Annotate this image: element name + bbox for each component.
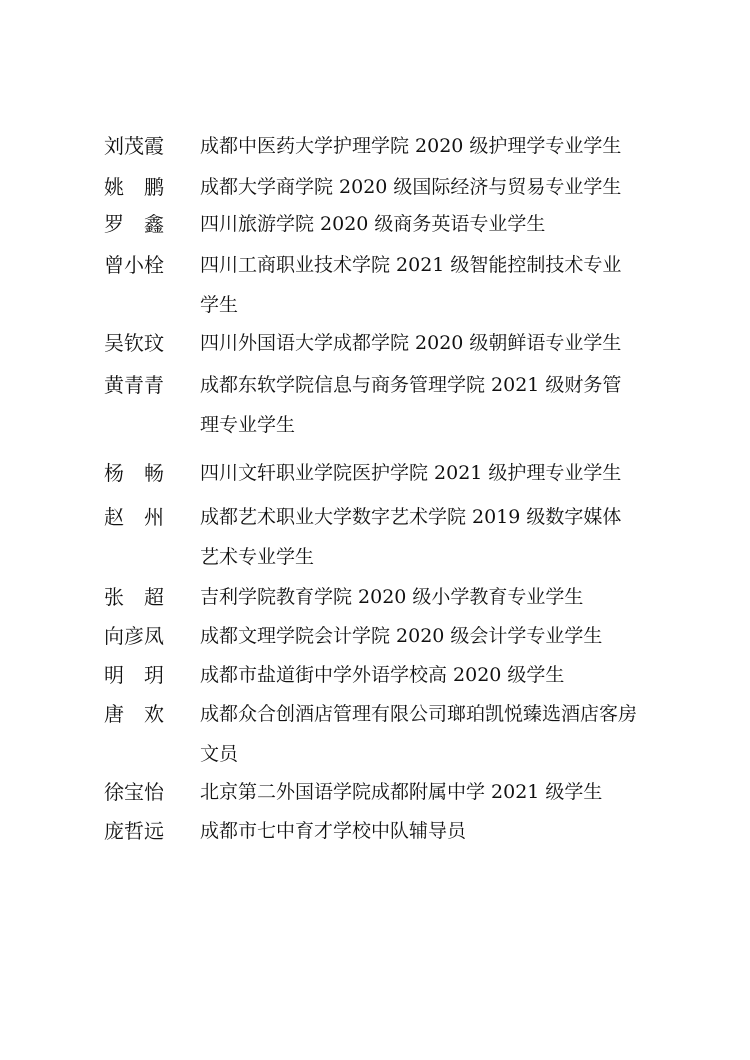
person-name: 刘茂霞: [104, 134, 164, 158]
person-affiliation: 四川旅游学院 2020 级商务英语专业学生: [200, 213, 546, 235]
person-name: 庞哲远: [104, 819, 164, 843]
person-name: 吴钦玟: [104, 331, 164, 355]
person-affiliation: 吉利学院教育学院 2020 级小学教育专业学生: [200, 586, 584, 608]
person-name: 姚 鹏: [104, 175, 164, 199]
person-name: 张 超: [104, 585, 164, 609]
person-affiliation: 四川文轩职业学院医护学院 2021 级护理专业学生: [200, 462, 622, 484]
person-affiliation: 成都中医药大学护理学院 2020 级护理学专业学生: [200, 135, 622, 157]
person-name: 唐 欢: [104, 702, 164, 726]
person-name: 徐宝怡: [104, 780, 164, 804]
person-affiliation: 四川工商职业技术学院 2021 级智能控制技术专业学生: [200, 254, 622, 316]
person-name: 明 玥: [104, 663, 164, 687]
person-affiliation: 成都市七中育才学校中队辅导员: [200, 820, 467, 842]
person-affiliation: 北京第二外国语学院成都附属中学 2021 级学生: [200, 781, 603, 803]
person-name: 罗 鑫: [104, 212, 164, 236]
person-affiliation: 成都大学商学院 2020 级国际经济与贸易专业学生: [200, 176, 622, 198]
person-name: 曾小栓: [104, 253, 164, 277]
person-name: 赵 州: [104, 505, 164, 529]
person-affiliation: 成都众合创酒店管理有限公司瑯珀凯悦臻选酒店客房文员: [200, 703, 638, 765]
person-affiliation: 四川外国语大学成都学院 2020 级朝鲜语专业学生: [200, 332, 622, 354]
person-name: 黄青青: [104, 373, 164, 397]
person-name: 杨 畅: [104, 461, 164, 485]
person-affiliation: 成都艺术职业大学数字艺术学院 2019 级数字媒体艺术专业学生: [200, 506, 622, 568]
person-affiliation: 成都东软学院信息与商务管理学院 2021 级财务管理专业学生: [200, 374, 622, 436]
person-name: 向彦凤: [104, 624, 164, 648]
person-affiliation: 成都市盐道街中学外语学校高 2020 级学生: [200, 664, 565, 686]
person-affiliation: 成都文理学院会计学院 2020 级会计学专业学生: [200, 625, 603, 647]
